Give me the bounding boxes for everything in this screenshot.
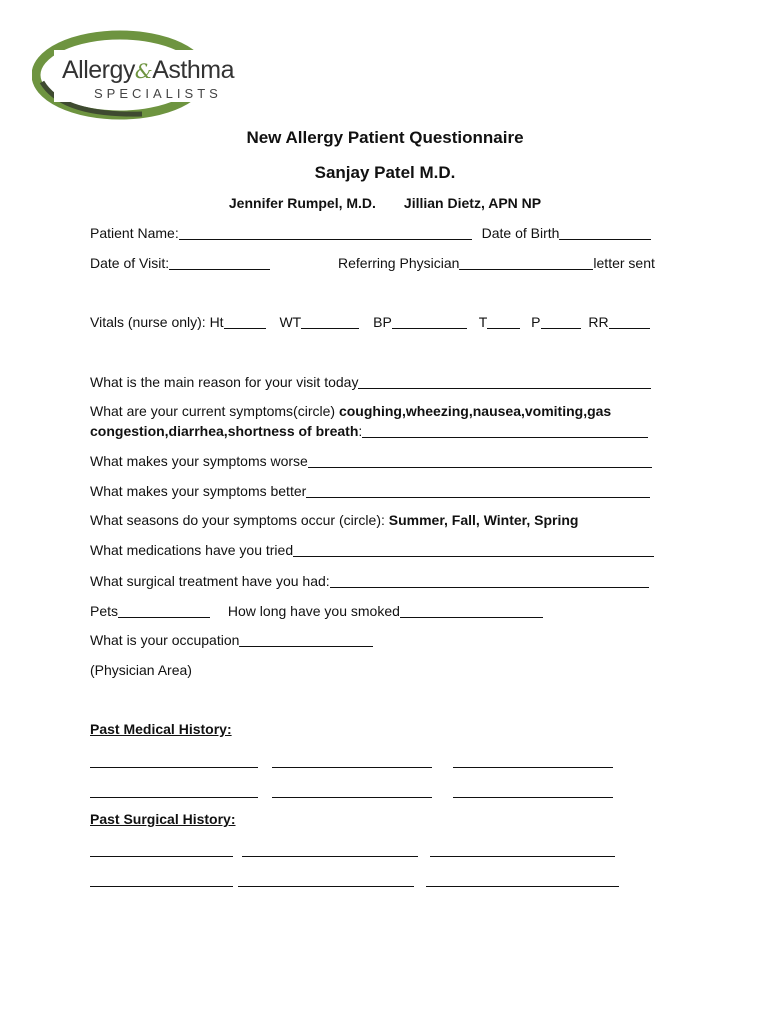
past-medical-lines-1 xyxy=(90,767,650,769)
past-surgical-field-5[interactable] xyxy=(238,886,414,887)
past-surgical-field-3[interactable] xyxy=(430,856,615,857)
weight-label: WT xyxy=(279,314,302,330)
past-medical-field-5[interactable] xyxy=(272,797,432,798)
better-label: What makes your symptoms better xyxy=(90,483,307,499)
physician-area-label: (Physician Area) xyxy=(90,662,192,678)
page-title: New Allergy Patient Questionnaire xyxy=(246,128,524,147)
rr-field[interactable] xyxy=(609,314,650,329)
staff-2: Jillian Dietz, APN NP xyxy=(403,195,542,211)
patient-info-row xyxy=(90,225,651,241)
main-reason-row xyxy=(90,374,651,390)
bp-field[interactable] xyxy=(392,314,467,329)
past-medical-field-3[interactable] xyxy=(453,767,613,768)
rr-label: RR xyxy=(588,314,609,330)
seasons-label: What seasons do your symptoms occur (circle): xyxy=(90,512,389,528)
worse-row xyxy=(90,453,652,469)
logo-wordmark: Allergy&Asthma xyxy=(62,56,234,84)
physician-name: Sanjay Patel M.D. xyxy=(314,163,456,182)
staff-1: Jennifer Rumpel, M.D. xyxy=(228,195,376,211)
patient-name-label: Patient Name: xyxy=(90,225,179,241)
symptoms-row-1 xyxy=(90,403,611,419)
symptoms-options-1[interactable]: coughing,wheezing,nausea,vomiting,gas xyxy=(338,403,612,419)
pets-row xyxy=(90,603,543,619)
logo-subtitle: SPECIALISTS xyxy=(94,86,222,101)
better-row xyxy=(90,483,650,499)
past-medical-field-2[interactable] xyxy=(272,767,432,768)
bp-label: BP xyxy=(373,314,392,330)
occupation-row xyxy=(90,632,373,648)
vitals-row xyxy=(90,314,650,330)
pulse-label: P xyxy=(531,314,541,330)
occupation-label: What is your occupation xyxy=(90,632,240,648)
staff-line xyxy=(0,195,770,211)
past-surgical-field-1[interactable] xyxy=(90,856,233,857)
past-medical-field-6[interactable] xyxy=(453,797,613,798)
main-reason-field[interactable] xyxy=(358,374,651,389)
visit-row xyxy=(90,255,655,271)
main-reason-label: What is the main reason for your visit today xyxy=(90,374,359,390)
seasons-row xyxy=(90,512,578,528)
vitals-label: Vitals (nurse only): Ht xyxy=(90,314,224,330)
surgical-field[interactable] xyxy=(330,573,649,588)
past-surgical-field-4[interactable] xyxy=(90,886,233,887)
smoked-label: How long have you smoked xyxy=(227,603,400,619)
clinic-logo xyxy=(32,30,234,120)
patient-name-field[interactable] xyxy=(179,225,472,240)
past-surgical-field-2[interactable] xyxy=(242,856,418,857)
medications-row xyxy=(90,542,654,558)
dob-label: Date of Birth xyxy=(481,225,560,241)
past-medical-lines-2 xyxy=(90,797,650,799)
referring-physician-field[interactable] xyxy=(459,255,593,270)
symptoms-row-2 xyxy=(90,423,648,439)
past-surgical-history-heading: Past Surgical History: xyxy=(90,811,236,827)
occupation-field[interactable] xyxy=(239,632,373,647)
pets-label: Pets xyxy=(90,603,119,619)
temp-label: T xyxy=(478,314,488,330)
pets-field[interactable] xyxy=(118,603,210,618)
surgical-row xyxy=(90,573,649,589)
past-surgical-lines-1 xyxy=(90,856,650,858)
medications-field[interactable] xyxy=(293,542,654,557)
symptoms-options-2[interactable]: congestion,diarrhea,shortness of breath xyxy=(90,423,359,439)
past-medical-field-1[interactable] xyxy=(90,767,258,768)
date-of-visit-field[interactable] xyxy=(169,255,270,270)
symptoms-field[interactable] xyxy=(362,423,648,438)
symptoms-colon: : xyxy=(358,423,363,439)
past-medical-history-heading: Past Medical History: xyxy=(90,721,232,737)
better-field[interactable] xyxy=(306,483,650,498)
worse-label: What makes your symptoms worse xyxy=(90,453,308,469)
referring-physician-label: Referring Physician xyxy=(338,255,460,271)
letter-sent-label: letter sent xyxy=(593,255,655,271)
surgical-label: What surgical treatment have you had: xyxy=(90,573,330,589)
temp-field[interactable] xyxy=(487,314,520,329)
dob-field[interactable] xyxy=(559,225,651,240)
date-of-visit-label: Date of Visit: xyxy=(90,255,170,271)
worse-field[interactable] xyxy=(308,453,652,468)
past-surgical-field-6[interactable] xyxy=(426,886,619,887)
weight-field[interactable] xyxy=(301,314,359,329)
symptoms-label: What are your current symptoms(circle) xyxy=(90,403,339,419)
smoked-field[interactable] xyxy=(400,603,543,618)
pulse-field[interactable] xyxy=(541,314,581,329)
height-field[interactable] xyxy=(224,314,266,329)
past-medical-field-4[interactable] xyxy=(90,797,258,798)
seasons-options[interactable]: Summer, Fall, Winter, Spring xyxy=(388,512,579,528)
medications-label: What medications have you tried xyxy=(90,542,294,558)
past-surgical-lines-2 xyxy=(90,886,650,888)
